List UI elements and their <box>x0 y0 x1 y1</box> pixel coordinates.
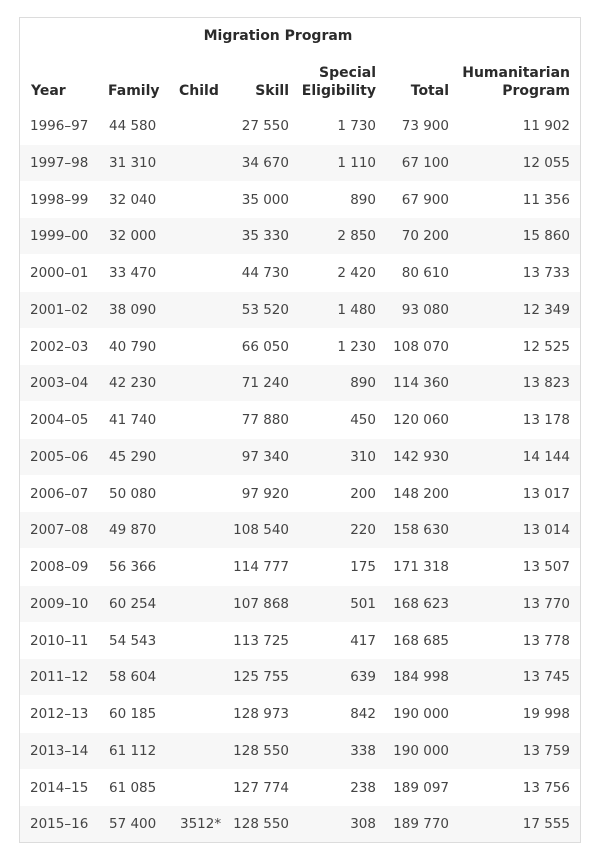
table-row <box>20 292 580 328</box>
cell-total: 80 610 <box>401 265 449 281</box>
cell-special-eligibility: 338 <box>350 742 376 759</box>
cell-family: 49 870 <box>109 522 157 539</box>
cell-humanitarian-program: 13 178 <box>522 412 570 428</box>
cell-special-eligibility: 200 <box>350 485 376 502</box>
cell-special-eligibility: 417 <box>350 632 376 649</box>
cell-family: 61 085 <box>109 779 157 796</box>
cell-special-eligibility: 220 <box>350 522 376 539</box>
column-header-total: Total <box>410 83 449 99</box>
cell-special-eligibility: 450 <box>350 412 376 428</box>
table-row <box>20 476 580 512</box>
cell-total: 142 930 <box>393 448 449 465</box>
cell-family: 57 400 <box>109 816 157 833</box>
cell-humanitarian-program: 14 144 <box>522 448 570 465</box>
table-row <box>20 402 580 438</box>
cell-total: 189 770 <box>393 816 449 833</box>
cell-special-eligibility: 2 850 <box>337 228 376 245</box>
column-header-skill: Skill <box>255 83 289 99</box>
column-header-humanitarian-program <box>462 64 570 100</box>
cell-family: 60 185 <box>109 706 157 722</box>
table-row <box>20 623 580 659</box>
cell-special-eligibility: 308 <box>350 816 376 833</box>
cell-year: 2005–06 <box>30 448 89 465</box>
cell-family: 41 740 <box>109 412 157 428</box>
cell-family: 42 230 <box>109 375 157 392</box>
cell-humanitarian-program: 13 823 <box>522 375 570 392</box>
cell-total: 70 200 <box>401 228 449 245</box>
cell-family: 33 470 <box>109 265 157 281</box>
table-row <box>20 365 580 401</box>
cell-family: 31 310 <box>109 154 157 171</box>
cell-year: 2002–03 <box>30 338 89 355</box>
cell-total: 190 000 <box>393 706 449 722</box>
cell-skill: 34 670 <box>241 154 289 171</box>
cell-total: 108 070 <box>393 338 449 355</box>
table-row <box>20 696 580 732</box>
cell-special-eligibility: 890 <box>350 375 376 392</box>
column-header-family: Family <box>108 83 160 99</box>
cell-year: 2000–01 <box>30 265 89 281</box>
cell-skill: 35 000 <box>241 191 289 208</box>
column-header-special-line1: Special <box>319 65 376 81</box>
cell-family: 40 790 <box>109 338 157 355</box>
cell-skill: 128 973 <box>233 706 289 722</box>
cell-year: 2004–05 <box>30 412 89 428</box>
cell-family: 61 112 <box>109 742 157 759</box>
cell-year: 2013–14 <box>30 742 89 759</box>
table-row <box>20 512 580 548</box>
table-row <box>20 218 580 254</box>
cell-humanitarian-program: 13 014 <box>522 522 570 539</box>
cell-year: 1999–00 <box>30 228 89 245</box>
column-header-child: Child <box>179 83 219 99</box>
cell-humanitarian-program: 13 770 <box>522 595 570 612</box>
table-row <box>20 733 580 769</box>
cell-skill: 77 880 <box>241 412 289 428</box>
cell-special-eligibility: 501 <box>350 595 376 612</box>
cell-year: 2006–07 <box>30 485 89 502</box>
cell-special-eligibility: 2 420 <box>337 265 376 281</box>
cell-skill: 113 725 <box>233 632 289 649</box>
cell-humanitarian-program: 19 998 <box>522 706 570 722</box>
cell-humanitarian-program: 13 778 <box>522 632 570 649</box>
cell-skill: 44 730 <box>241 265 289 281</box>
cell-family: 45 290 <box>109 448 157 465</box>
cell-humanitarian-program: 13 733 <box>522 265 570 281</box>
cell-skill: 108 540 <box>233 522 289 539</box>
cell-special-eligibility: 238 <box>350 779 376 796</box>
cell-total: 190 000 <box>393 742 449 759</box>
cell-skill: 107 868 <box>233 595 289 612</box>
table-row <box>20 439 580 475</box>
column-header-special-line2: Eligibility <box>301 83 376 99</box>
table-row <box>20 182 580 218</box>
table-row <box>20 586 580 622</box>
cell-total: 148 200 <box>393 485 449 502</box>
cell-total: 184 998 <box>393 669 449 686</box>
cell-total: 189 097 <box>393 779 449 796</box>
cell-humanitarian-program: 12 525 <box>522 338 570 355</box>
cell-year: 2008–09 <box>30 559 89 575</box>
cell-skill: 128 550 <box>233 816 289 833</box>
cell-total: 120 060 <box>393 412 449 428</box>
cell-family: 58 604 <box>109 669 157 686</box>
cell-humanitarian-program: 11 902 <box>522 118 570 134</box>
cell-family: 44 580 <box>109 118 157 134</box>
cell-special-eligibility: 1 730 <box>337 118 376 134</box>
cell-total: 158 630 <box>393 522 449 539</box>
column-header-humanitarian-line2: Program <box>502 83 570 99</box>
cell-skill: 53 520 <box>241 301 289 318</box>
table-row <box>20 329 580 365</box>
cell-special-eligibility: 310 <box>350 448 376 465</box>
cell-skill: 114 777 <box>233 559 289 575</box>
table-row <box>20 659 580 695</box>
cell-skill: 127 774 <box>233 779 289 796</box>
cell-year: 2012–13 <box>30 706 89 722</box>
cell-child: 3512* <box>180 816 222 833</box>
cell-humanitarian-program: 13 507 <box>522 559 570 575</box>
cell-humanitarian-program: 12 055 <box>522 154 570 171</box>
cell-humanitarian-program: 13 745 <box>522 669 570 686</box>
cell-year: 2015–16 <box>30 816 89 833</box>
cell-year: 1996–97 <box>30 118 89 134</box>
cell-family: 32 040 <box>109 191 157 208</box>
cell-family: 56 366 <box>109 559 157 575</box>
cell-family: 54 543 <box>109 632 157 649</box>
cell-total: 67 900 <box>401 191 449 208</box>
cell-total: 168 685 <box>393 632 449 649</box>
cell-special-eligibility: 890 <box>350 191 376 208</box>
cell-total: 73 900 <box>401 118 449 134</box>
cell-skill: 27 550 <box>241 118 289 134</box>
table-row <box>20 549 580 585</box>
group-header-migration-program: Migration Program <box>203 28 353 44</box>
table-row <box>20 806 580 842</box>
cell-skill: 125 755 <box>233 669 289 686</box>
cell-special-eligibility: 639 <box>350 669 376 686</box>
cell-year: 2001–02 <box>30 301 89 318</box>
cell-total: 114 360 <box>393 375 449 392</box>
cell-year: 2014–15 <box>30 779 89 796</box>
table-row <box>20 255 580 291</box>
column-header-special-eligibility <box>302 64 376 100</box>
cell-special-eligibility: 1 480 <box>337 301 376 318</box>
cell-special-eligibility: 842 <box>350 706 376 722</box>
cell-year: 1997–98 <box>30 154 89 171</box>
cell-year: 2003–04 <box>30 375 89 392</box>
table-row <box>20 770 580 806</box>
cell-humanitarian-program: 15 860 <box>522 228 570 245</box>
column-header-year: Year <box>31 83 66 99</box>
cell-special-eligibility: 1 110 <box>337 154 376 171</box>
cell-humanitarian-program: 13 759 <box>522 742 570 759</box>
table-row <box>20 145 580 181</box>
cell-skill: 97 920 <box>241 485 289 502</box>
cell-family: 32 000 <box>109 228 157 245</box>
cell-family: 60 254 <box>109 595 157 612</box>
cell-humanitarian-program: 17 555 <box>522 816 570 833</box>
cell-year: 2011–12 <box>30 669 89 686</box>
cell-year: 2009–10 <box>30 595 89 612</box>
cell-humanitarian-program: 12 349 <box>522 301 570 318</box>
cell-skill: 97 340 <box>241 448 289 465</box>
cell-total: 168 623 <box>393 595 449 612</box>
cell-family: 38 090 <box>109 301 157 318</box>
cell-year: 2010–11 <box>30 632 89 649</box>
cell-skill: 128 550 <box>233 742 289 759</box>
cell-total: 67 100 <box>401 154 449 171</box>
table-row <box>20 108 580 144</box>
cell-humanitarian-program: 13 756 <box>522 779 570 796</box>
cell-family: 50 080 <box>109 485 157 502</box>
cell-total: 93 080 <box>401 301 449 318</box>
cell-humanitarian-program: 11 356 <box>522 191 570 208</box>
cell-year: 2007–08 <box>30 522 89 539</box>
cell-special-eligibility: 1 230 <box>337 338 376 355</box>
cell-humanitarian-program: 13 017 <box>522 485 570 502</box>
cell-skill: 71 240 <box>241 375 289 392</box>
cell-skill: 35 330 <box>241 228 289 245</box>
cell-skill: 66 050 <box>241 338 289 355</box>
cell-special-eligibility: 175 <box>350 559 376 575</box>
column-header-humanitarian-line1: Humanitarian <box>462 65 570 81</box>
cell-total: 171 318 <box>393 559 449 575</box>
cell-year: 1998–99 <box>30 191 89 208</box>
